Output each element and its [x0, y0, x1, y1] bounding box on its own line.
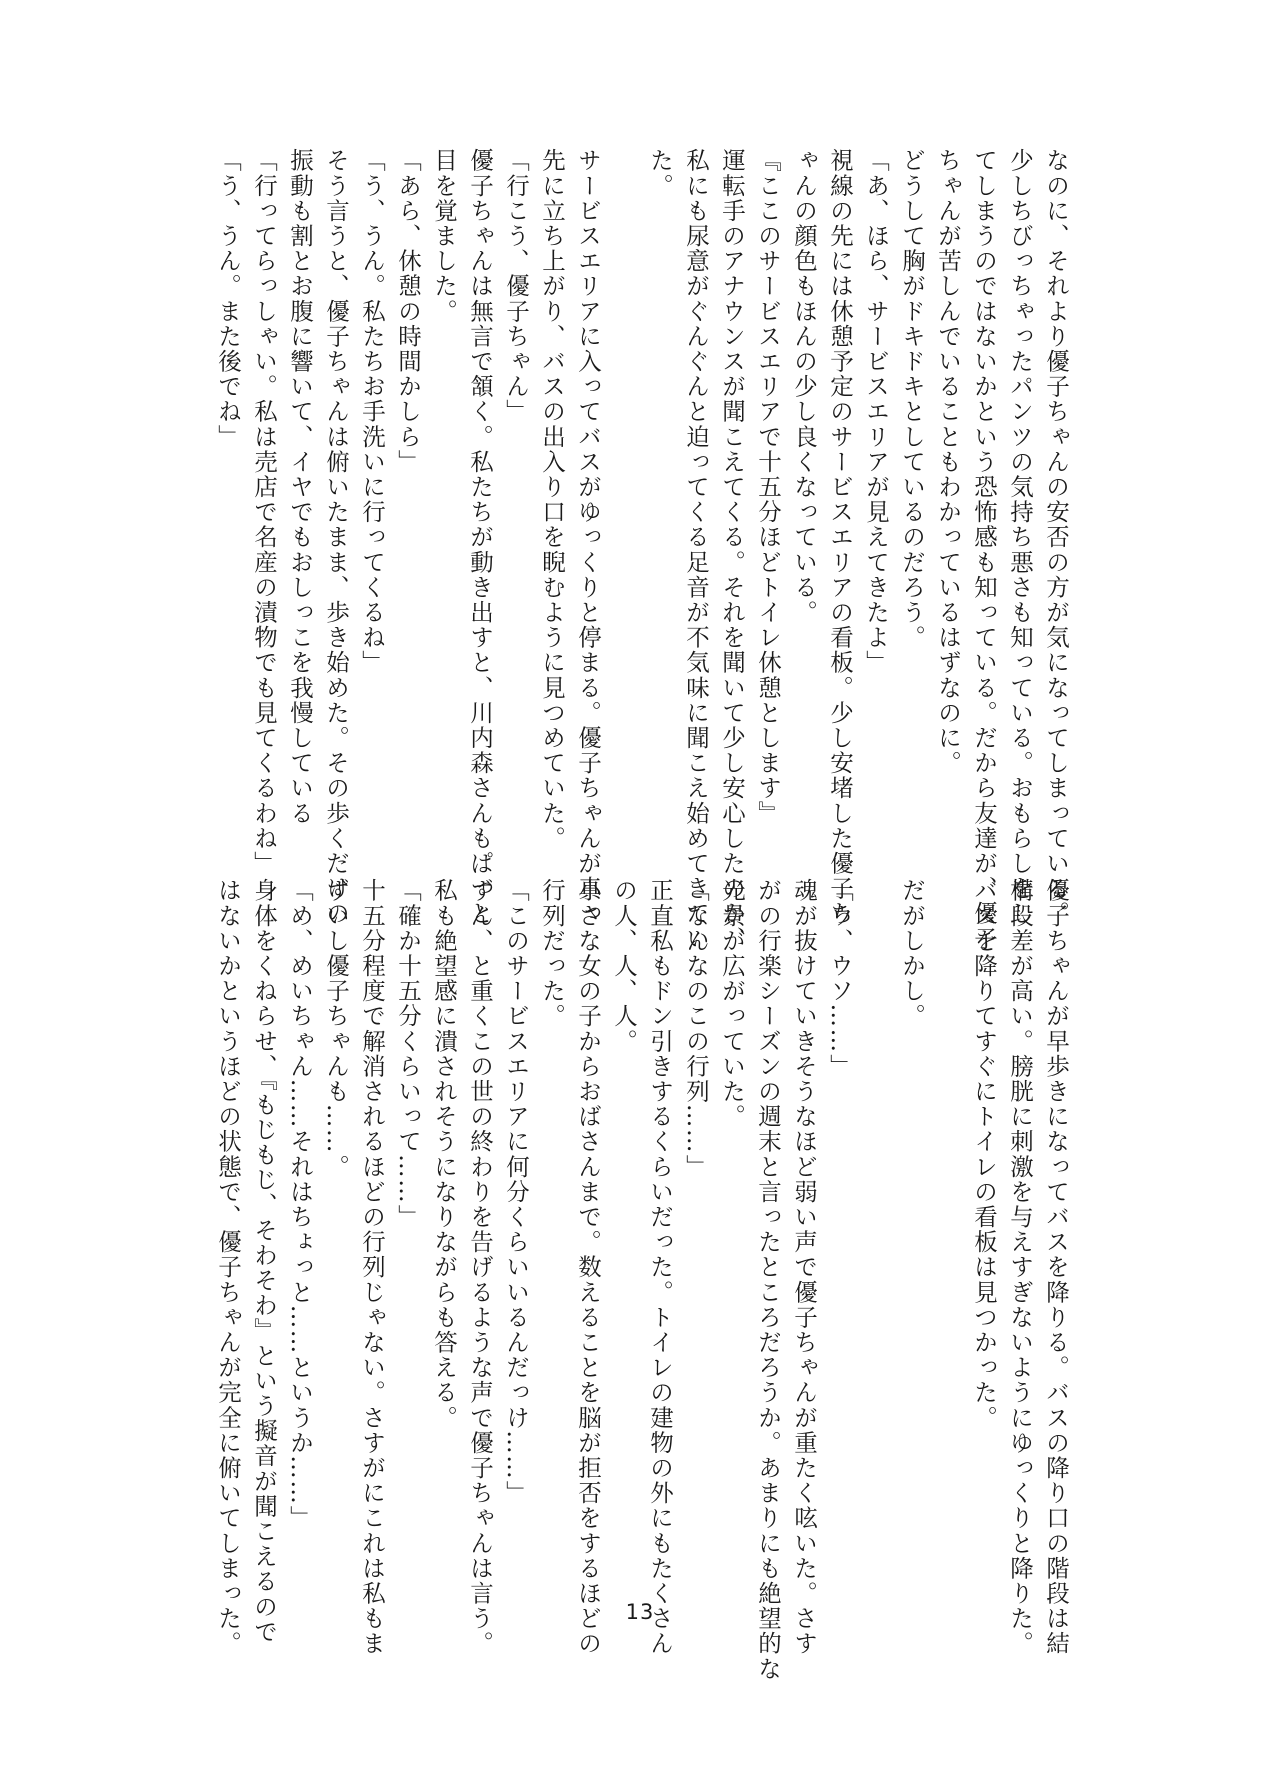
- text-line: 光景が広がっていた。: [718, 878, 746, 1129]
- text-line: 魂が抜けていきそうなほど弱い声で優子ちゃんが重たく呟いた。さす: [790, 878, 818, 1657]
- text-line: ちゃんが苦しんでいることもわかっているはずなのに。: [934, 148, 962, 776]
- text-line: 「ウ、ウソ……」: [826, 878, 854, 1079]
- text-line: 正直私もドン引きするくらいだった。トイレの建物の外にもたくさん: [646, 878, 674, 1657]
- text-line: 「このサービスエリアに何分くらいいるんだっけ……」: [502, 878, 530, 1506]
- text-line: どうして胸がドキドキとしているのだろう。: [898, 148, 926, 650]
- text-line: ゃんの顔色もほんの少し良くなっている。: [790, 148, 818, 625]
- text-line: 優子ちゃんが早歩きになってバスを降りる。バスの降り口の階段は結: [1042, 878, 1070, 1657]
- text-line: 優子ちゃんは無言で頷く。私たちが動き出すと、川内森さんもぱっと: [466, 148, 494, 927]
- text-line: なのに、それより優子ちゃんの安否の方が気になってしまっている。: [1042, 148, 1070, 927]
- text-line: 私も絶望感に潰されそうになりながらも答える。: [430, 878, 458, 1431]
- text-line: てしまうのではないかという恐怖感も知っている。だから友達が、優子: [970, 148, 998, 952]
- text-line: 「う、うん。また後でね」: [214, 148, 242, 450]
- blank-line: [606, 148, 642, 808]
- text-line: 先に立ち上がり、バスの出入り口を睨むように見つめていた。: [538, 148, 566, 851]
- text-line: ずん、と重くこの世の終わりを告げるような声で優子ちゃんは言う。: [466, 878, 494, 1657]
- page-number: 13: [625, 1600, 655, 1624]
- text-line: バスを降りてすぐにトイレの看板は見つかった。: [970, 878, 998, 1431]
- blank-line: [930, 878, 966, 1523]
- text-line: 「行ってらっしゃい。私は売店で名産の漬物でも見てくるわね」: [250, 148, 278, 876]
- text-line: 『ここのサービスエリアで十五分ほどトイレ休憩とします』: [754, 148, 782, 826]
- text-line: 視線の先には休憩予定のサービスエリアの看板。少し安堵した優子ち: [826, 148, 854, 927]
- text-line: 「あら、休憩の時間かしら」: [394, 148, 422, 475]
- text-line: の人、人、人。: [610, 878, 638, 1054]
- text-line: 「う、うん。私たちお手洗いに行ってくるね」: [358, 148, 386, 676]
- text-line: はないかというほどの状態で、優子ちゃんが完全に俯いてしまった。: [214, 878, 242, 1657]
- blank-line: [858, 878, 894, 1523]
- text-line: 目を覚ました。: [430, 148, 458, 324]
- text-line: た。: [646, 148, 674, 199]
- text-line: 「め、めいちゃん……それはちょっと……というか……」: [286, 878, 314, 1531]
- text-line: 私にも尿意がぐんぐんと迫ってくる足音が不気味に聞こえ始めてきてい: [682, 148, 710, 952]
- text-line: 「あ、ほら、サービスエリアが見えてきたよ」: [862, 148, 890, 676]
- text-line: だがしかし。: [898, 878, 926, 1029]
- text-line: サービスエリアに入ってバスがゆっくりと停まる。優子ちゃんが真っ: [574, 148, 602, 927]
- text-line: 構段差が高い。膀胱に刺激を与えすぎないようにゆっくりと降りた。: [1006, 878, 1034, 1657]
- text-line: がの行楽シーズンの週末と言ったところだろうか。あまりにも絶望的な: [754, 878, 782, 1682]
- text-line: 行列だった。: [538, 878, 566, 1029]
- text-line: 少しちびっちゃったパンツの気持ち悪さも知っている。おもらしをし: [1006, 148, 1034, 927]
- text-line: 身体をくねらせ、『もじもじ、そわそわ』という擬音が聞こえるので: [250, 878, 278, 1645]
- text-line: 十五分程度で解消されるほどの行列じゃない。さすがにこれは私もま: [358, 878, 386, 1657]
- text-line: 小さな女の子からおばさんまで。数えることを脳が拒否をするほどの: [574, 878, 602, 1657]
- text-line: 運転手のアナウンスが聞こえてくる。それを聞いて少し安心したのか、: [718, 148, 746, 952]
- upper-text-block: [210, 148, 1074, 952]
- text-line: 「なんなのこの行列……」: [682, 878, 710, 1180]
- text-line: ずいし優子ちゃんも……。: [322, 878, 350, 1180]
- text-line: そう言うと、優子ちゃんは俯いたまま、歩き始めた。その歩くだけの: [322, 148, 350, 927]
- text-line: 「確か十五分くらいって……」: [394, 878, 422, 1230]
- text-line: 振動も割とお腹に響いて、イヤでもおしっこを我慢している: [286, 148, 314, 826]
- text-line: 「行こう、優子ちゃん」: [502, 148, 530, 425]
